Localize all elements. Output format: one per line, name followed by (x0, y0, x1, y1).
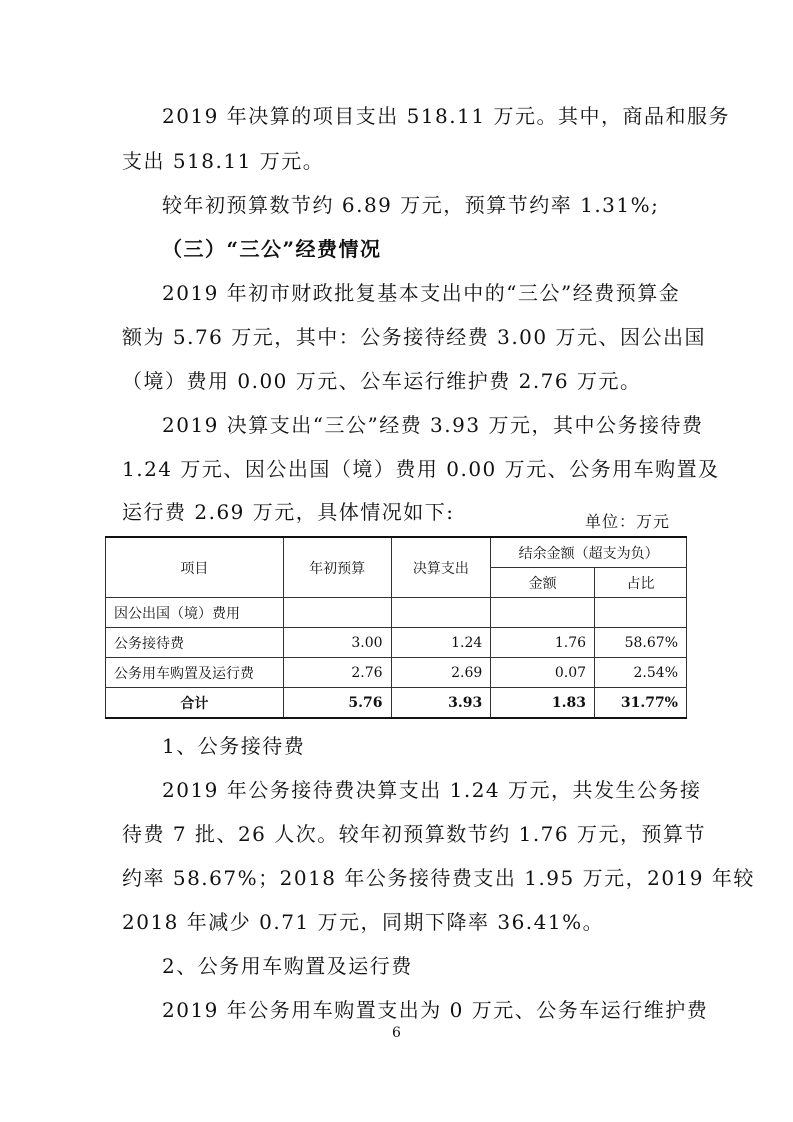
paragraph-line: 待费 7 批、26 人次。较年初预算数节约 1.76 万元，预算节 (122, 822, 706, 846)
row-item: 因公出国（境）费用 (106, 598, 284, 628)
header-amount: 金额 (491, 568, 595, 598)
header-balance: 结余金额（超支为负） (491, 537, 687, 568)
paragraph-line: 1.24 万元、因公出国（境）费用 0.00 万元、公务用车购置及 (122, 457, 720, 481)
page-number: 6 (392, 1025, 401, 1041)
row-actual: 1.24 (391, 628, 491, 658)
row-actual: 2.69 (391, 658, 491, 688)
row-amount (491, 598, 595, 628)
paragraph-line: 2019 年公务接待费决算支出 1.24 万元，共发生公务接 (162, 778, 702, 802)
total-item: 合计 (106, 688, 284, 719)
total-ratio: 31.77% (595, 688, 687, 719)
paragraph-line: 支出 518.11 万元。 (122, 149, 325, 173)
row-item: 公务用车购置及运行费 (106, 658, 284, 688)
table-total-row (106, 688, 687, 719)
row-ratio: 2.54% (595, 658, 687, 688)
paragraph-line: 2018 年减少 0.71 万元，同期下降率 36.41%。 (122, 910, 605, 934)
row-ratio: 58.67% (595, 628, 687, 658)
subsection-heading: 2、公务用车购置及运行费 (162, 954, 413, 978)
row-amount: 0.07 (491, 658, 595, 688)
three-public-expenses-table (105, 536, 687, 719)
row-ratio (595, 598, 687, 628)
total-amount: 1.83 (491, 688, 595, 719)
row-budget (283, 598, 391, 628)
paragraph-line: 2019 年初市财政批复基本支出中的“三公”经费预算金 (162, 281, 681, 305)
header-budget: 年初预算 (283, 537, 391, 598)
paragraph-line: 较年初预算数节约 6.89 万元，预算节约率 1.31%; (162, 193, 660, 217)
paragraph-line: 2019 年决算的项目支出 518.11 万元。其中，商品和服务 (162, 104, 730, 128)
paragraph-line: 额为 5.76 万元，其中：公务接待经费 3.00 万元、因公出国 (122, 325, 706, 349)
total-budget: 5.76 (283, 688, 391, 719)
row-amount: 1.76 (491, 628, 595, 658)
paragraph-line: 2019 年公务用车购置支出为 0 万元、公务车运行维护费 (162, 998, 709, 1022)
row-budget: 2.76 (283, 658, 391, 688)
row-budget: 3.00 (283, 628, 391, 658)
table-unit-label: 单位：万元 (584, 512, 670, 531)
section-heading: （三）“三公”经费情况 (162, 237, 382, 261)
row-item: 公务接待费 (106, 628, 284, 658)
header-item: 项目 (106, 537, 284, 598)
paragraph-line: 运行费 2.69 万元，具体情况如下: (122, 500, 455, 524)
total-actual: 3.93 (391, 688, 491, 719)
subsection-heading: 1、公务接待费 (162, 734, 306, 758)
header-ratio: 占比 (595, 568, 687, 598)
table-header-row (106, 537, 687, 568)
table-row (106, 598, 687, 628)
row-actual (391, 598, 491, 628)
header-actual: 决算支出 (391, 537, 491, 598)
paragraph-line: 2019 决算支出“三公”经费 3.93 万元，其中公务接待费 (162, 413, 704, 437)
table-row (106, 628, 687, 658)
paragraph-line: （境）费用 0.00 万元、公车运行维护费 2.76 万元。 (122, 369, 642, 393)
paragraph-line: 约率 58.67%；2018 年公务接待费支出 1.95 万元，2019 年较 (122, 866, 755, 890)
table-row (106, 658, 687, 688)
